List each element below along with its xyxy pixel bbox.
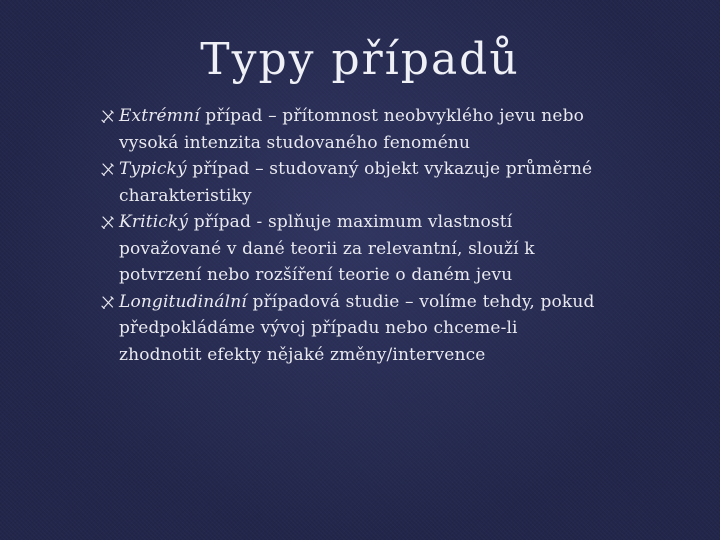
bullet-term: Extrémní <box>119 106 200 126</box>
cross-bullet-icon <box>100 215 115 230</box>
bullet-list <box>100 103 600 368</box>
bullet-text: případ – studovaný objekt vykazuje průměrné charakteristiky <box>119 159 593 206</box>
bullet-item-longitudinal <box>100 289 600 369</box>
cross-bullet-icon <box>100 295 115 310</box>
bullet-term: Kritický <box>119 212 189 232</box>
cross-bullet-icon <box>100 162 115 177</box>
bullet-item-critical <box>100 209 600 289</box>
bullet-text: případová studie – volíme tehdy, pokud předpokládáme vývoj případu nebo chceme-li zhodnotit efekty nějaké změny/intervence <box>119 291 595 365</box>
bullet-term: Longitudinální <box>119 291 247 312</box>
bullet-item-extreme <box>100 103 600 156</box>
slide-title: Typy případů <box>200 34 520 85</box>
bullet-text: případ - splňuje maximum vlastností považované v dané teorii za relevantní, slouží k potvrzení nebo rozšíření teorie o daném jevu <box>119 212 535 285</box>
bullet-text: případ – přítomnost neobvyklého jevu nebo vysoká intenzita studovaného fenoménu <box>119 106 585 153</box>
bullet-item-typical <box>100 156 600 209</box>
bullet-term: Typický <box>119 159 187 179</box>
cross-bullet-icon <box>100 109 115 124</box>
